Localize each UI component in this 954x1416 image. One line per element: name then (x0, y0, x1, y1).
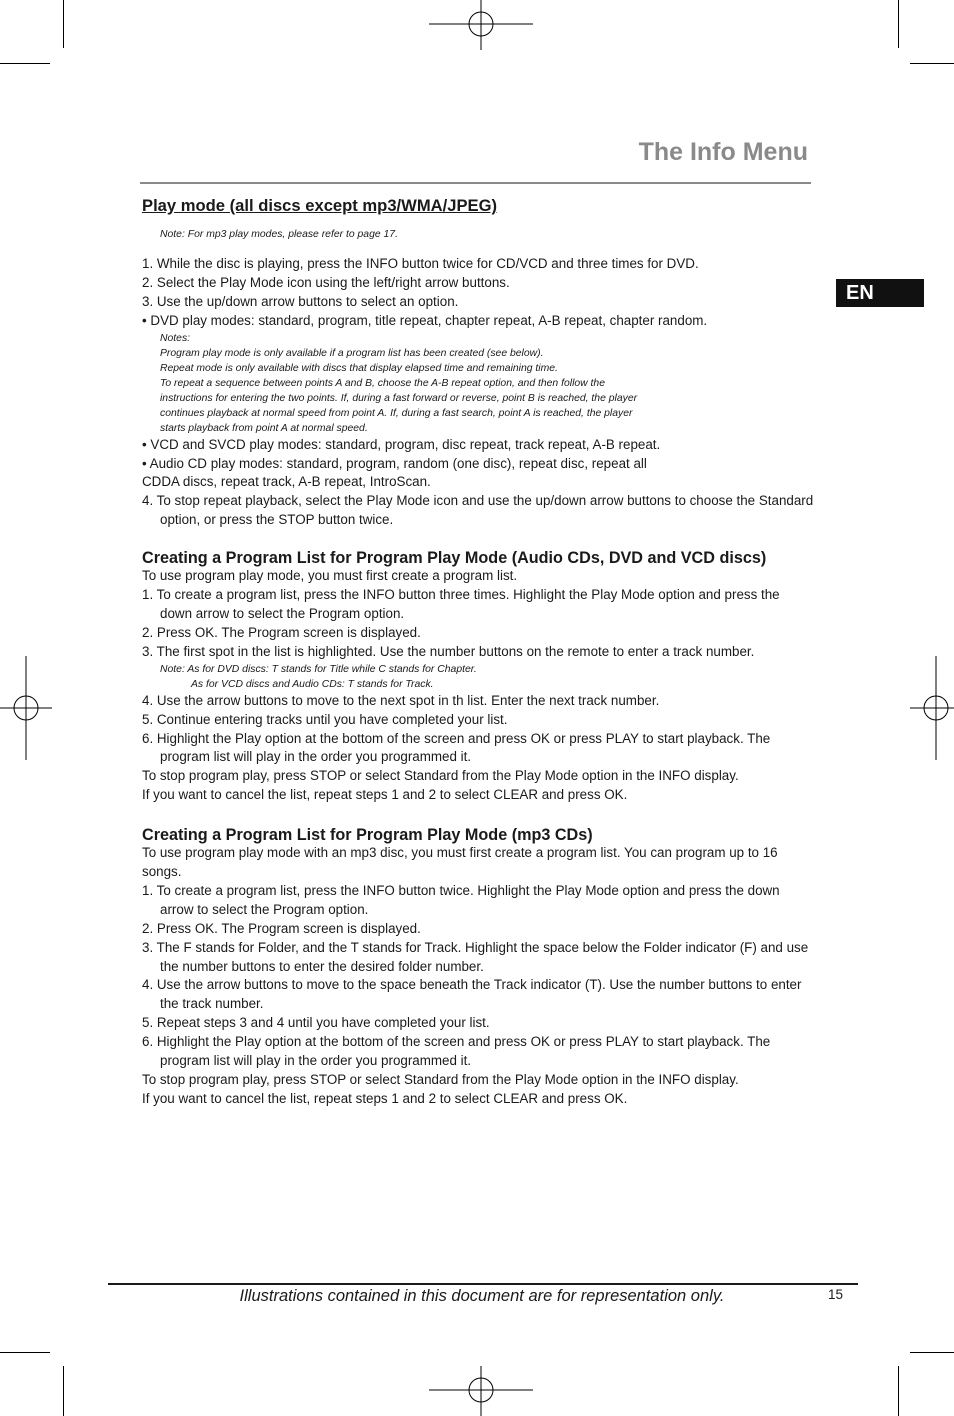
step: 2. Press OK. The Program screen is displayed. (142, 624, 421, 640)
note-line: Program play mode is only available if a program list has been created (see below). (160, 347, 544, 359)
registration-mark-icon (0, 656, 52, 760)
registration-mark-icon (429, 1366, 533, 1416)
section-heading: Play mode (all discs except mp3/WMA/JPEG) (142, 196, 498, 215)
section-heading: Creating a Program List for Program Play Mode (mp3 CDs) (142, 826, 593, 845)
step: 1. To create a program list, press the INFO button twice. Highlight the Play Mode option and press the down arrow to select the Program option. (142, 882, 780, 917)
note: Note: For mp3 play modes, please refer to page 17. (160, 229, 398, 240)
crop-mark (910, 63, 954, 64)
note-line: Notes: (160, 332, 191, 344)
crop-mark (0, 63, 50, 64)
note: Note: As for DVD discs: T stands for Title while C stands for Chapter. (160, 663, 477, 675)
step: 4. Use the arrow buttons to move to the space beneath the Track indicator (T). Use the number buttons to enter the track number. (142, 977, 802, 1012)
crop-mark (898, 1366, 899, 1416)
step: 3. The first spot in the list is highlighted. Use the number buttons on the remote to enter a track number. (142, 643, 755, 659)
footer-disclaimer: Illustrations contained in this document are for representation only. (239, 1287, 725, 1305)
registration-mark-icon (910, 656, 954, 760)
bullet-item: • Audio CD play modes: standard, program, random (one disc), repeat disc, repeat all (142, 455, 647, 471)
footer-divider (108, 1283, 858, 1285)
step: 6. Highlight the Play option at the bottom of the screen and press OK or press PLAY to start playback. The program list will play in the order you programmed it. (142, 1034, 771, 1069)
step: 5. Repeat steps 3 and 4 until you have completed your list. (142, 1015, 490, 1031)
intro: To use program play mode with an mp3 disc, you must first create a program list. You can program up to 16 songs. (142, 845, 778, 880)
section-heading: Creating a Program List for Program Play Mode (Audio CDs, DVD and VCD discs) (142, 549, 767, 568)
notes-block (142, 331, 814, 436)
bullet-item-continued: CDDA discs, repeat track, A-B repeat, IntroScan. (142, 474, 431, 490)
step: 1. To create a program list, press the INFO button three times. Highlight the Play Mode option and press the down arrow to select the Program option. (142, 587, 780, 621)
crop-mark (63, 0, 64, 48)
paragraph: To stop program play, press STOP or select Standard from the Play Mode option in the INFO display. (142, 768, 739, 784)
note-line: starts playback from point A at normal speed. (160, 422, 368, 434)
step: 3. The F stands for Folder, and the T stands for Track. Highlight the space below the Folder indicator (F) and use the number buttons to enter the desired folder number. (142, 939, 809, 974)
bullet-item: • DVD play modes: standard, program, title repeat, chapter repeat, A-B repeat, chapter random. (142, 312, 708, 328)
language-tab: EN (836, 279, 924, 307)
crop-mark (910, 1352, 954, 1353)
crop-mark (63, 1366, 64, 1416)
page-title: The Info Menu (638, 138, 808, 166)
crop-mark (898, 0, 899, 48)
bullet-item: • VCD and SVCD play modes: standard, program, disc repeat, track repeat, A-B repeat. (142, 436, 661, 452)
paragraph: If you want to cancel the list, repeat steps 1 and 2 to select CLEAR and press OK. (142, 787, 628, 803)
step: 5. Continue entering tracks until you have completed your list. (142, 711, 508, 727)
step: 4. Use the arrow buttons to move to the next spot in th list. Enter the next track number. (142, 692, 660, 708)
step: 4. To stop repeat playback, select the Play Mode icon and use the up/down arrow buttons to choose the Standard option, or press the STOP button twice. (142, 493, 814, 528)
step: 3. Use the up/down arrow buttons to select an option. (142, 293, 459, 309)
note-line: Repeat mode is only available with discs that display elapsed time and remaining time. (160, 362, 558, 374)
note-line: instructions for entering the two points. If, during a fast forward or reverse, point B is reached, the player (160, 392, 638, 404)
step: 2. Select the Play Mode icon using the left/right arrow buttons. (142, 274, 510, 290)
note: As for VCD discs and Audio CDs: T stands for Track. (191, 678, 434, 690)
note-line: continues playback at normal speed from point A. If, during a fast search, point A is reached, the player (160, 407, 633, 419)
registration-mark-icon (429, 0, 533, 50)
paragraph: To stop program play, press STOP or select Standard from the Play Mode option in the INFO display. (142, 1072, 739, 1087)
note-line: To repeat a sequence between points A and B, choose the A-B repeat option, and then follow the (160, 377, 605, 389)
step: 1. While the disc is playing, press the INFO button twice for CD/VCD and three times for DVD. (142, 256, 699, 271)
paragraph: If you want to cancel the list, repeat steps 1 and 2 to select CLEAR and press OK. (142, 1090, 628, 1106)
page-number: 15 (828, 1287, 844, 1302)
step: 2. Press OK. The Program screen is displayed. (142, 920, 421, 936)
main-content (142, 197, 814, 1109)
title-divider (140, 182, 811, 184)
crop-mark (0, 1352, 50, 1353)
intro: To use program play mode, you must first create a program list. (142, 568, 518, 584)
step: 6. Highlight the Play option at the bottom of the screen and press OK or press PLAY to start playback. The program list will play in the order you programmed it. (142, 730, 771, 765)
